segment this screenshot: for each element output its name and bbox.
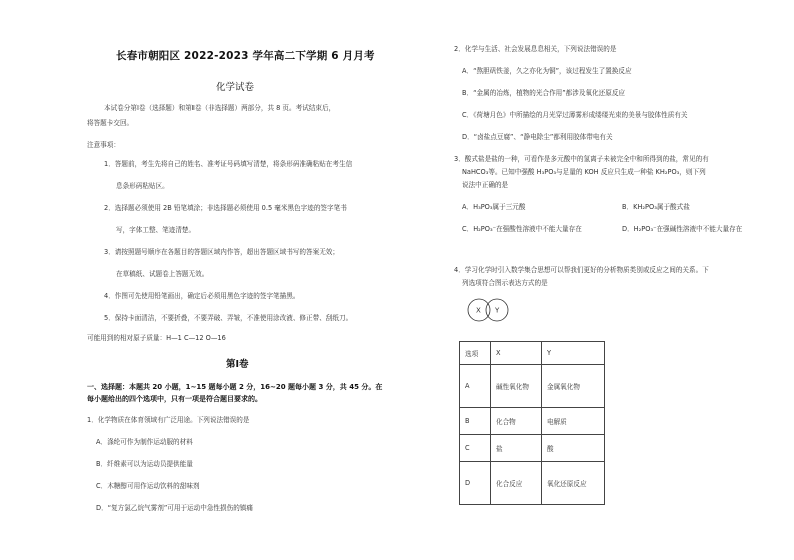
section-1-line-1: 一、选择题：本题共 20 小题，1~15 题每小题 2 分，16~20 题每小题 3 分，共 45 分。在 [87, 383, 383, 391]
q4-stem-2: 列选项符合图示表达方式的是 [462, 279, 548, 287]
table-row [460, 462, 605, 505]
table-cell: 碱性氧化物 [491, 365, 542, 408]
q1-option-b: B．纤维素可以为运动员提供能量 [96, 460, 193, 468]
table-cell: 金属氧化物 [542, 365, 605, 408]
note-2a: 2．选择题必须使用 2B 铅笔填涂；非选择题必须使用 0.5 毫米黑色字迹的签字笔书 [104, 204, 347, 212]
note-2b: 写，字体工整、笔迹清楚。 [116, 226, 196, 234]
intro-line-2: 将答题卡交回。 [87, 119, 134, 127]
note-5: 5．保持卡面清洁，不要折叠，不要弄破、弄皱，不准使用涂改液、修正带、刮纸刀。 [104, 314, 353, 322]
table-header-row [460, 342, 605, 365]
q2-option-d: D．“卤盐点豆腐”、“静电除尘”都利用胶体带电有关 [462, 133, 613, 141]
q1-stem: 1．化学物质在体育领域有广泛用途。下列说法错误的是 [87, 416, 250, 424]
q3-option-b: B．KH₂PO₃属于酸式盐 [622, 203, 690, 211]
q2-option-a: A．“熬胆矾铁釜，久之亦化为铜”，该过程发生了置换反应 [462, 67, 632, 75]
note-4: 4．作图可先使用铅笔画出，确定后必须用黑色字迹的签字笔描黑。 [104, 292, 300, 300]
note-3b: 在草稿纸、试题卷上答题无效。 [116, 270, 209, 278]
q2-option-c: C．《荷塘月色》中所描绘的月光穿过薄雾形成缕缕光束的美景与胶体性质有关 [462, 111, 688, 119]
notes-heading: 注意事项： [87, 141, 120, 149]
table-cell: 化合物 [491, 408, 542, 435]
table-cell: B [460, 408, 491, 435]
q1-option-c: C．木糖醇可用作运动饮料的甜味剂 [96, 482, 200, 490]
venn-label-x: X [476, 306, 481, 315]
q3-option-d: D．H₂PO₃⁻在强碱性溶液中不能大量存在 [622, 225, 743, 233]
volume-1-title: 第Ⅰ卷 [226, 359, 249, 370]
q1-option-d: D．“复方氯乙烷气雾剂”可用于运动中急性损伤的镇痛 [96, 504, 253, 512]
table-cell: 化合反应 [491, 462, 542, 505]
note-1a: 1．答题前，考生先将自己的姓名、准考证号码填写清楚，将条形码准确粘贴在考生信 [104, 160, 353, 168]
q3-stem-2: NaHCO₃等。已知中强酸 H₃PO₃与足量的 KOH 反应只生成一种盐 KH₂PO₃，则下列 [462, 168, 706, 176]
note-3a: 3．请按照题号顺序在各题目的答题区域内作答，超出答题区域书写的答案无效； [104, 248, 339, 256]
table-cell: 氧化还原反应 [542, 462, 605, 505]
table-cell: 电解质 [542, 408, 605, 435]
q1-option-a: A．涤纶可作为制作运动服的材料 [96, 438, 193, 446]
venn-diagram [462, 298, 526, 322]
table-cell: 酸 [542, 435, 605, 462]
subject-title: 化学试卷 [216, 82, 255, 93]
table-row [460, 435, 605, 462]
venn-label-y: Y [495, 306, 500, 315]
table-cell: D [460, 462, 491, 505]
note-1b: 息条形码粘贴区。 [116, 182, 169, 190]
table-header-cell: X [491, 342, 542, 365]
q2-option-b: B．“金属的冶炼，植物的光合作用”都涉及氧化还原反应 [462, 89, 626, 97]
q3-stem-3: 说法中正确的是 [462, 181, 509, 189]
q3-option-a: A．H₃PO₃属于三元酸 [462, 203, 526, 211]
intro-line-1: 本试卷分第Ⅰ卷（选择题）和第Ⅱ卷（非选择题）两部分，共 8 页。考试结束后， [104, 104, 336, 112]
table-row [460, 408, 605, 435]
q4-options-table [459, 341, 605, 505]
right-column [400, 0, 794, 560]
table-cell: C [460, 435, 491, 462]
atomic-masses: 可能用到的相对原子质量：H—1 C—12 O—16 [87, 334, 226, 342]
q3-option-c: C．H₂PO₃⁻在强酸性溶液中不能大量存在 [462, 225, 582, 233]
table-header-cell: Y [542, 342, 605, 365]
q2-stem: 2．化学与生活、社会发展息息相关，下列说法错误的是 [454, 45, 617, 53]
table-row [460, 365, 605, 408]
table-header-cell: 选项 [460, 342, 491, 365]
exam-title: 长春市朝阳区 2022-2023 学年高二下学期 6 月月考 [116, 50, 375, 62]
table-cell: A [460, 365, 491, 408]
section-1-line-2: 每小题给出的四个选项中，只有一项是符合题目要求的。 [87, 395, 262, 403]
q3-stem-1: 3．酸式盐是盐的一种，可看作是多元酸中的氢离子未被完全中和所得到的盐，常见的有 [454, 155, 709, 163]
q4-stem-1: 4．学习化学时引入数学集合思想可以帮我们更好的分析物质类别或反应之间的关系。下 [454, 266, 709, 274]
table-cell: 盐 [491, 435, 542, 462]
